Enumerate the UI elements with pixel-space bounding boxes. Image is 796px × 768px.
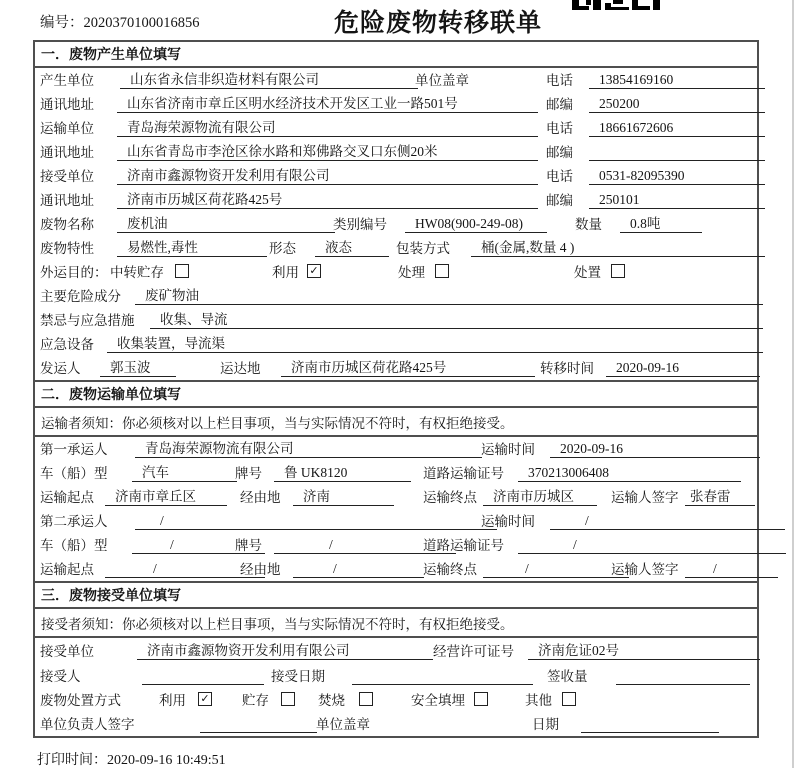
row-receiver: [35, 164, 757, 188]
acceptor-label: 接受人: [40, 669, 81, 684]
row-transporter: [35, 116, 757, 140]
row-vehicle1: [35, 461, 757, 485]
route1-end-value: 济南市历城区: [483, 488, 597, 506]
row-equipment: [35, 332, 757, 356]
route2-start-value: /: [105, 560, 265, 578]
accept-unit-label: 接受单位: [40, 644, 94, 659]
transporter-zip-label: 邮编: [546, 145, 573, 160]
vehicle2-value: /: [132, 536, 265, 554]
route2-sign-label: 运输人签字: [611, 562, 679, 577]
receiver-zip-value: 250101: [589, 191, 765, 209]
row-route2: [35, 557, 757, 581]
receiver-address-label: 通讯地址: [40, 193, 94, 208]
sign-date-label: 日期: [532, 717, 559, 732]
transporter-address-value: 山东省青岛市李沧区徐水路和郑佛路交叉口东侧20米: [117, 143, 538, 161]
transporter-zip-value: [589, 143, 765, 161]
row-acceptor: [35, 663, 757, 688]
receiver-zip-label: 邮编: [546, 193, 573, 208]
waste-category-label: 类别编号: [333, 217, 387, 232]
section1-heading: 一．废物产生单位填写: [35, 42, 757, 68]
received-qty-label: 签收量: [547, 669, 588, 684]
checkbox-use: ✓: [307, 264, 321, 278]
waste-pack-value: 桶(金属,数量 4 ): [471, 239, 765, 257]
transfer-time-label: 转移时间: [540, 361, 594, 376]
carrier1-value: 青岛海荣源物流有限公司: [135, 440, 482, 458]
route2-start-label: 运输起点: [40, 562, 94, 577]
carrier1-time-value: 2020-09-16: [550, 440, 760, 458]
row-signature: [35, 712, 757, 736]
carrier1-time-label: 运输时间: [481, 442, 535, 457]
producer-label: 产生单位: [40, 73, 94, 88]
waste-qty-label: 数量: [575, 217, 602, 232]
row-disposal: [35, 688, 757, 712]
equipment-value: 收集装置，导流渠: [107, 335, 763, 353]
waste-props-label: 废物特性: [40, 241, 94, 256]
disposal-opt-use-label: 利用: [159, 693, 186, 708]
waste-name-label: 废物名称: [40, 217, 94, 232]
row-purpose: [35, 260, 757, 284]
sign-date-value: [581, 715, 719, 733]
route2-end-label: 运输终点: [423, 562, 477, 577]
acceptor-value: [142, 667, 264, 685]
hazard-value: 废矿物油: [135, 287, 763, 305]
producer-value: 山东省永信非织造材料有限公司: [120, 71, 418, 89]
license2-label: 道路运输证号: [423, 538, 504, 553]
accept-date-value: [352, 667, 533, 685]
row-carrier1: [35, 437, 757, 461]
checkbox-treat: [435, 264, 449, 278]
accept-unit-value: 济南市鑫源物资开发利用有限公司: [137, 642, 433, 660]
row-waste-props: [35, 236, 757, 260]
carrier1-label: 第一承运人: [40, 442, 108, 457]
row-taboo: [35, 308, 757, 332]
disposal-opt-other-label: 其他: [525, 693, 552, 708]
checkbox-disposal-landfill: [474, 692, 488, 706]
route2-sign-value: /: [685, 560, 778, 578]
route1-sign-label: 运输人签字: [611, 490, 679, 505]
checkbox-disposal-other: [562, 692, 576, 706]
transporter-address-label: 通讯地址: [40, 145, 94, 160]
waste-form-label: 形态: [269, 241, 296, 256]
disposal-opt-landfill-label: 安全填埋: [411, 693, 465, 708]
received-qty-value: [616, 667, 750, 685]
license1-label: 道路运输证号: [423, 466, 504, 481]
producer-zip-value: 250200: [589, 95, 765, 113]
row-vehicle2: [35, 533, 757, 557]
producer-address-value: 山东省济南市章丘区明水经济技术开发区工业一路501号: [117, 95, 538, 113]
waste-qty-value: 0.8吨: [620, 215, 702, 233]
producer-phone-label: 电话: [546, 73, 573, 88]
disposal-label: 废物处置方式: [40, 693, 121, 708]
carrier2-time-value: /: [550, 512, 785, 530]
plate2-label: 牌号: [235, 538, 262, 553]
route2-via-value: /: [293, 560, 424, 578]
responsible-signature-value: [200, 715, 317, 733]
receiver-label: 接受单位: [40, 169, 94, 184]
route2-via-label: 经由地: [240, 562, 281, 577]
document-number-value: 2020370100016856: [83, 15, 200, 31]
license2-value: /: [518, 536, 786, 554]
checkbox-disposal-store: [281, 692, 295, 706]
carrier2-label: 第二承运人: [40, 514, 108, 529]
waste-props-value: 易燃性,毒性: [117, 239, 267, 257]
manifest-table: [33, 40, 759, 738]
row-dispatch: [35, 356, 757, 380]
license1-value: 370213006408: [518, 464, 741, 482]
receiver-value: 济南市鑫源物资开发利用有限公司: [117, 167, 538, 185]
transporter-label: 运输单位: [40, 121, 94, 136]
print-time-value: 2020-09-16 10:49:51: [107, 753, 226, 768]
page-edge-line: [792, 0, 794, 768]
purpose-opt-dispose-label: 处置: [574, 265, 601, 280]
unit-seal-label: 单位盖章: [316, 717, 370, 732]
qr-code-icon: [572, 0, 660, 11]
disposal-opt-incinerate-label: 焚烧: [318, 693, 345, 708]
responsible-signature-label: 单位负责人签字: [40, 717, 135, 732]
document-number: [40, 11, 200, 32]
receiver-phone-value: 0531-82095390: [589, 167, 765, 185]
section3-heading: 三．废物接受单位填写: [35, 581, 757, 609]
row-accept-unit: [35, 638, 757, 663]
purpose-opt-transfer-label: 中转贮存: [110, 265, 164, 280]
waste-category-value: HW08(900-249-08): [405, 215, 547, 233]
row-route1: [35, 485, 757, 509]
checkbox-dispose: [611, 264, 625, 278]
row-transporter-address: [35, 140, 757, 164]
producer-address-label: 通讯地址: [40, 97, 94, 112]
vehicle2-label: 车（船）型: [40, 538, 108, 553]
permit-label: 经营许可证号: [433, 644, 514, 659]
producer-zip-label: 邮编: [546, 97, 573, 112]
dispatcher-value: 郭玉波: [100, 359, 176, 377]
row-producer-address: [35, 92, 757, 116]
plate2-value: /: [274, 536, 456, 554]
dispatcher-label: 发运人: [40, 361, 81, 376]
disposal-opt-store-label: 贮存: [242, 693, 269, 708]
transporter-phone-value: 18661672606: [589, 119, 765, 137]
row-receiver-address: [35, 188, 757, 212]
route1-sign-value: 张春雷: [685, 488, 755, 506]
hazard-label: 主要危险成分: [40, 289, 121, 304]
purpose-label: 外运目的：: [40, 265, 108, 280]
destination-label: 运达地: [220, 361, 261, 376]
taboo-value: 收集、导流: [150, 311, 763, 329]
receiver-phone-label: 电话: [546, 169, 573, 184]
carrier2-value: /: [135, 512, 497, 530]
carrier2-time-label: 运输时间: [481, 514, 535, 529]
purpose-opt-treat-label: 处理: [398, 265, 425, 280]
checkbox-disposal-use: ✓: [198, 692, 212, 706]
waste-pack-label: 包装方式: [396, 241, 450, 256]
waste-name-value: 废机油: [117, 215, 335, 233]
producer-seal-label: 单位盖章: [415, 73, 469, 88]
section3-notice: 接受者须知：你必须核对以上栏目事项，当与实际情况不符时，有权拒绝接受。: [35, 609, 757, 638]
permit-value: 济南危证02号: [528, 642, 760, 660]
taboo-label: 禁忌与应急措施: [40, 313, 135, 328]
route2-end-value: /: [483, 560, 629, 578]
route1-start-label: 运输起点: [40, 490, 94, 505]
row-carrier2: [35, 509, 757, 533]
equipment-label: 应急设备: [40, 337, 94, 352]
row-producer: [35, 68, 757, 92]
route1-end-label: 运输终点: [423, 490, 477, 505]
route1-via-value: 济南: [293, 488, 394, 506]
plate1-label: 牌号: [235, 466, 262, 481]
checkbox-disposal-incinerate: [359, 692, 373, 706]
print-time: [37, 749, 226, 768]
page-title: 危险废物转移联单: [334, 10, 543, 37]
checkbox-transfer-storage: [175, 264, 189, 278]
row-waste-name: [35, 212, 757, 236]
route1-via-label: 经由地: [240, 490, 281, 505]
transporter-value: 青岛海荣源物流有限公司: [117, 119, 538, 137]
section2-heading: 二．废物运输单位填写: [35, 380, 757, 408]
accept-date-label: 接受日期: [271, 669, 325, 684]
transporter-phone-label: 电话: [546, 121, 573, 136]
route1-start-value: 济南市章丘区: [105, 488, 227, 506]
receiver-address-value: 济南市历城区荷花路425号: [117, 191, 538, 209]
section2-notice: 运输者须知：你必须核对以上栏目事项，当与实际情况不符时，有权拒绝接受。: [35, 408, 757, 437]
vehicle1-value: 汽车: [132, 464, 237, 482]
producer-phone-value: 13854169160: [589, 71, 765, 89]
print-time-label: 打印时间：: [37, 753, 107, 768]
vehicle1-label: 车（船）型: [40, 466, 108, 481]
plate1-value: 鲁 UK8120: [274, 464, 411, 482]
waste-form-value: 液态: [315, 239, 389, 257]
purpose-opt-use-label: 利用: [272, 265, 299, 280]
destination-value: 济南市历城区荷花路425号: [281, 359, 535, 377]
row-hazard: [35, 284, 757, 308]
transfer-time-value: 2020-09-16: [606, 359, 760, 377]
document-number-label: 编号：: [40, 15, 84, 31]
